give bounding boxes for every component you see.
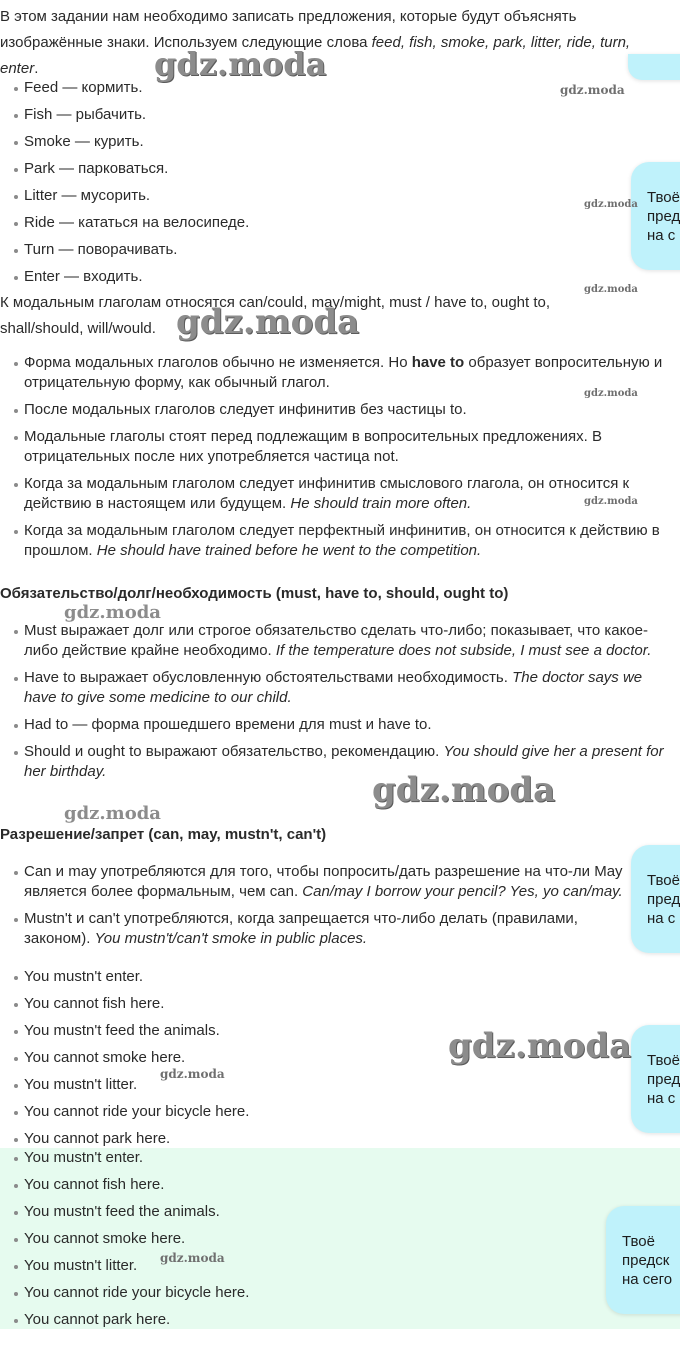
prediction-bubble[interactable] bbox=[631, 1025, 680, 1133]
watermark-logo: gdz.moda bbox=[176, 302, 360, 342]
rule-text: Когда за модальным глаголом следует инфинитив смыслового глагола, он относится к действию в настоящем или будущем. bbox=[24, 475, 630, 512]
watermark-logo: gdz.moda bbox=[160, 1251, 225, 1265]
vocab-list bbox=[0, 78, 670, 294]
list-item bbox=[0, 668, 670, 708]
list-item: You cannot park here. bbox=[0, 1310, 670, 1330]
rule-text: Форма модальных глаголов обычно не изменяется. Но bbox=[24, 354, 412, 371]
list-item: You cannot park here. bbox=[0, 1129, 670, 1149]
rules-list bbox=[0, 353, 670, 568]
list-item: You cannot smoke here. bbox=[0, 1048, 670, 1068]
list-item: You mustn't litter. bbox=[0, 1256, 670, 1276]
rule-text: Когда за модальным глаголом следует перфектный инфинитив, он относится к действию в прошлом. bbox=[24, 522, 660, 559]
bubble-line: на сего bbox=[622, 1271, 673, 1288]
list-item: You cannot fish here. bbox=[0, 994, 670, 1014]
list-item: Enter — входить. bbox=[0, 267, 670, 287]
list-item: You mustn't enter. bbox=[0, 967, 670, 987]
watermark-logo: gdz.moda bbox=[64, 803, 161, 824]
list-item: You cannot smoke here. bbox=[0, 1229, 670, 1249]
watermark-logo: gdz.moda bbox=[372, 770, 556, 810]
list-item: Ride — кататься на велосипеде. bbox=[0, 213, 670, 233]
bubble-line: пред bbox=[647, 208, 680, 225]
modals-intro: К модальным глаголам относятся can/could, may/might, must / have to, ought to, shall/should, will/would. bbox=[0, 294, 551, 337]
watermark-logo: gdz.moda bbox=[560, 83, 625, 97]
rule-example: You mustn't/can't smoke in public places. bbox=[94, 930, 368, 947]
list-item: You cannot ride your bicycle here. bbox=[0, 1283, 670, 1303]
rule-example: He should have trained before he went to the competition. bbox=[96, 542, 482, 559]
rule-text: Should и ought to выражают обязательство, рекомендацию. bbox=[24, 743, 444, 760]
permission-heading: Разрешение/запрет (can, may, mustn't, can't) bbox=[0, 826, 327, 843]
list-item: Had to — форма прошедшего времени для must и have to. bbox=[0, 715, 670, 735]
bubble-line: на с bbox=[647, 1090, 676, 1107]
list-item bbox=[0, 742, 670, 782]
rule-example: Can/may I borrow your pencil? Yes, yo can/may. bbox=[302, 883, 623, 900]
list-item: You cannot fish here. bbox=[0, 1175, 670, 1195]
rule-text: Have to выражает обусловленную обстоятельствами необходимость. bbox=[24, 669, 513, 686]
bubble-line: на с bbox=[647, 227, 676, 244]
watermark-logo: gdz.moda bbox=[584, 199, 638, 210]
bubble-line: предск bbox=[622, 1252, 670, 1269]
rule-example: You should give her a present for her birthday. bbox=[24, 743, 664, 780]
bubble-line: Твоё bbox=[622, 1233, 655, 1250]
list-item: You mustn't feed the animals. bbox=[0, 1021, 670, 1041]
obligation-list bbox=[0, 621, 670, 789]
final-answers-list bbox=[0, 1148, 670, 1337]
bubble-line: Твоё bbox=[647, 872, 680, 889]
list-item: Litter — мусорить. bbox=[0, 186, 670, 206]
bubble-line: Твоё bbox=[647, 189, 680, 206]
list-item bbox=[0, 621, 670, 661]
list-item: Fish — рыбачить. bbox=[0, 105, 670, 125]
permission-list bbox=[0, 862, 640, 949]
intro-paragraph bbox=[0, 4, 672, 82]
list-item: You mustn't enter. bbox=[0, 1148, 670, 1168]
list-item bbox=[0, 521, 670, 561]
list-item: Turn — поворачивать. bbox=[0, 240, 670, 260]
prediction-bubble[interactable] bbox=[628, 54, 680, 80]
list-item: Park — парковаться. bbox=[0, 159, 670, 179]
prediction-bubble[interactable] bbox=[631, 162, 680, 270]
bubble-line: Твоё bbox=[647, 1052, 680, 1069]
list-item: Модальные глаголы стоят перед подлежащим в вопросительных предложениях. В отрицательных после них употребляется частица not. bbox=[0, 427, 670, 467]
bubble-line: на с bbox=[647, 910, 676, 927]
watermark-logo: gdz.moda bbox=[154, 45, 327, 83]
list-item: You cannot ride your bicycle here. bbox=[0, 1102, 670, 1122]
list-item: Feed — кормить. bbox=[0, 78, 670, 98]
list-item: You mustn't feed the animals. bbox=[0, 1202, 670, 1222]
list-item bbox=[0, 353, 670, 393]
watermark-logo: gdz.moda bbox=[584, 388, 638, 399]
list-item bbox=[0, 909, 640, 949]
rule-text: Can и may употребляются для того, чтобы попросить/дать разрешение на что-ли May является более формальным, чем can. bbox=[24, 863, 623, 900]
list-item bbox=[0, 862, 640, 902]
list-item bbox=[0, 474, 670, 514]
watermark-logo: gdz.moda bbox=[64, 602, 161, 623]
prediction-bubble[interactable] bbox=[631, 845, 680, 953]
list-item: После модальных глаголов следует инфинитив без частицы to. bbox=[0, 400, 670, 420]
obligation-heading: Обязательство/долг/необходимость (must, have to, should, ought to) bbox=[0, 585, 509, 602]
rule-text: Mustn't и can't употребляются, когда запрещается что-либо делать (правилами, законом). bbox=[24, 910, 578, 947]
watermark-logo: gdz.moda bbox=[584, 284, 638, 295]
watermark-logo: gdz.moda bbox=[584, 496, 638, 507]
rule-example: If the temperature does not subside, I must see a doctor. bbox=[275, 642, 652, 659]
watermark-logo: gdz.moda bbox=[448, 1026, 632, 1066]
bubble-line: пред bbox=[647, 891, 680, 908]
rule-example: The doctor says we have to give some medicine to our child. bbox=[24, 669, 643, 706]
prediction-bubble[interactable] bbox=[606, 1206, 680, 1314]
intro-end: . bbox=[34, 60, 39, 77]
rule-text: образует вопросительную и отрицательную форму, как обычный глагол. bbox=[24, 354, 663, 391]
rule-bold: have to bbox=[411, 354, 465, 371]
intro-words: feed, fish, smoke, park, litter, ride, turn, enter bbox=[0, 34, 631, 77]
list-item: You mustn't litter. bbox=[0, 1075, 670, 1095]
list-item: Smoke — курить. bbox=[0, 132, 670, 152]
bubble-line: пред bbox=[647, 1071, 680, 1088]
intro-text: В этом задании нам необходимо записать предложения, которые будут объяснять изображённые знаки. Используем следующие слова bbox=[0, 8, 577, 51]
rule-text: Must выражает долг или строгое обязательство сделать что-либо; показывает, что какое-либо действие крайне необходимо. bbox=[24, 622, 649, 659]
rule-example: He should train more often. bbox=[290, 495, 472, 512]
watermark-logo: gdz.moda bbox=[160, 1067, 225, 1081]
